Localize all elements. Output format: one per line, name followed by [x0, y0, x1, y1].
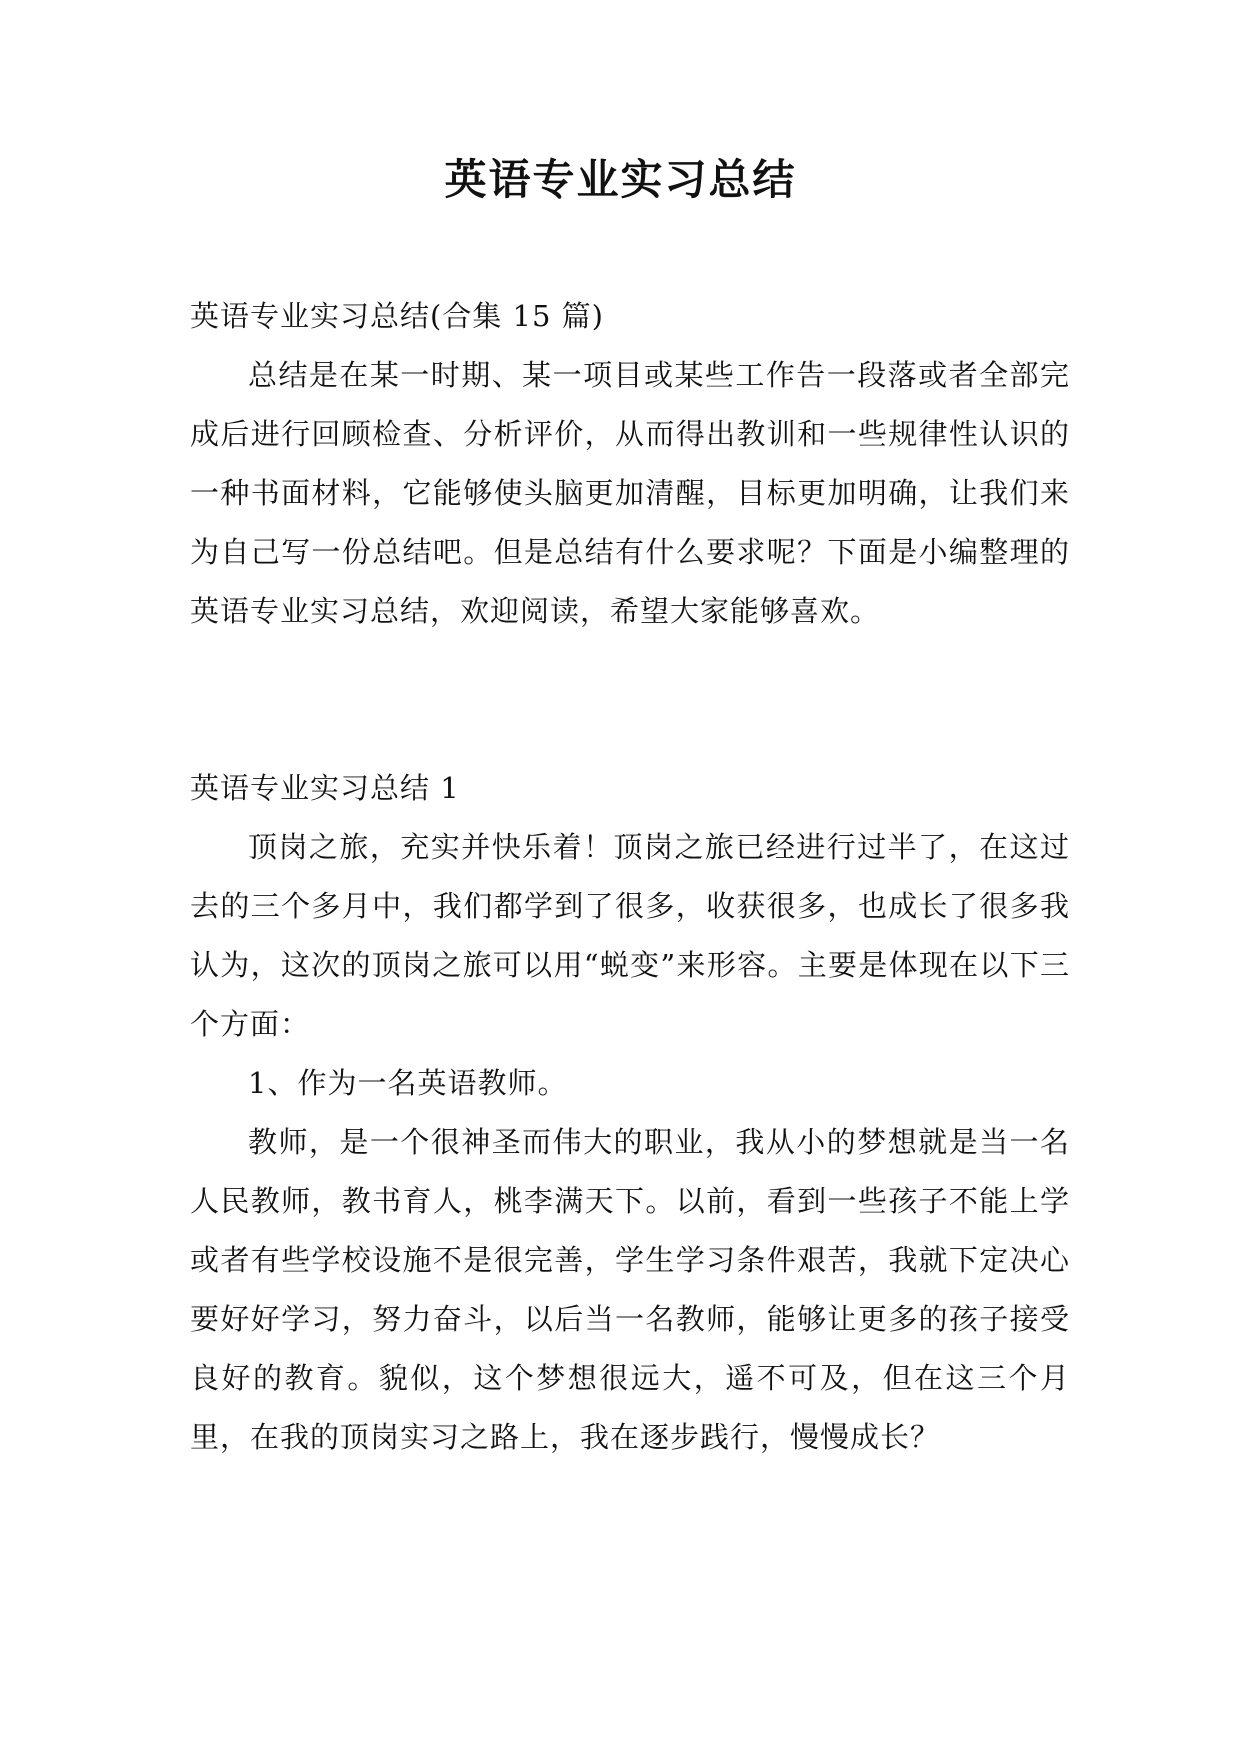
document-title: 英语专业实习总结	[444, 155, 797, 204]
collection-heading: 英语专业实习总结(合集 15 篇)	[190, 299, 604, 333]
section-1-heading: 英语专业实习总结 1	[190, 771, 460, 805]
document-body	[190, 287, 1070, 1467]
intro-paragraph: 总结是在某一时期、某一项目或某些工作告一段落或者全部完成后进行回顾检查、分析评价，从而得出教训和一些规律性认识的一种书面材料，它能够使头脑更加清醒，目标更加明确，让我们来为自己写一份总结吧。但是总结有什么要求呢？下面是小编整理的英语专业实习总结，欢迎阅读，希望大家能够喜欢。	[190, 358, 1070, 628]
section-1-point-1: 1、作为一名英语教师。	[248, 1066, 568, 1100]
section-spacer	[190, 641, 1070, 759]
section-1-paragraph-1: 顶岗之旅，充实并快乐着！顶岗之旅已经进行过半了，在这过去的三个多月中，我们都学到了很多，收获很多，也成长了很多我认为，这次的顶岗之旅可以用“蜕变”来形容。主要是体现在以下三个方面：	[190, 830, 1070, 1041]
section-1-paragraph-2: 教师，是一个很神圣而伟大的职业，我从小的梦想就是当一名人民教师，教书育人，桃李满天下。以前，看到一些孩子不能上学或者有些学校设施不是很完善，学生学习条件艰苦，我就下定决心要好好学习，努力奋斗，以后当一名教师，能够让更多的孩子接受良好的教育。貌似，这个梦想很远大，遥不可及，但在这三个月里，在我的顶岗实习之路上，我在逐步践行，慢慢成长？	[190, 1125, 1070, 1454]
